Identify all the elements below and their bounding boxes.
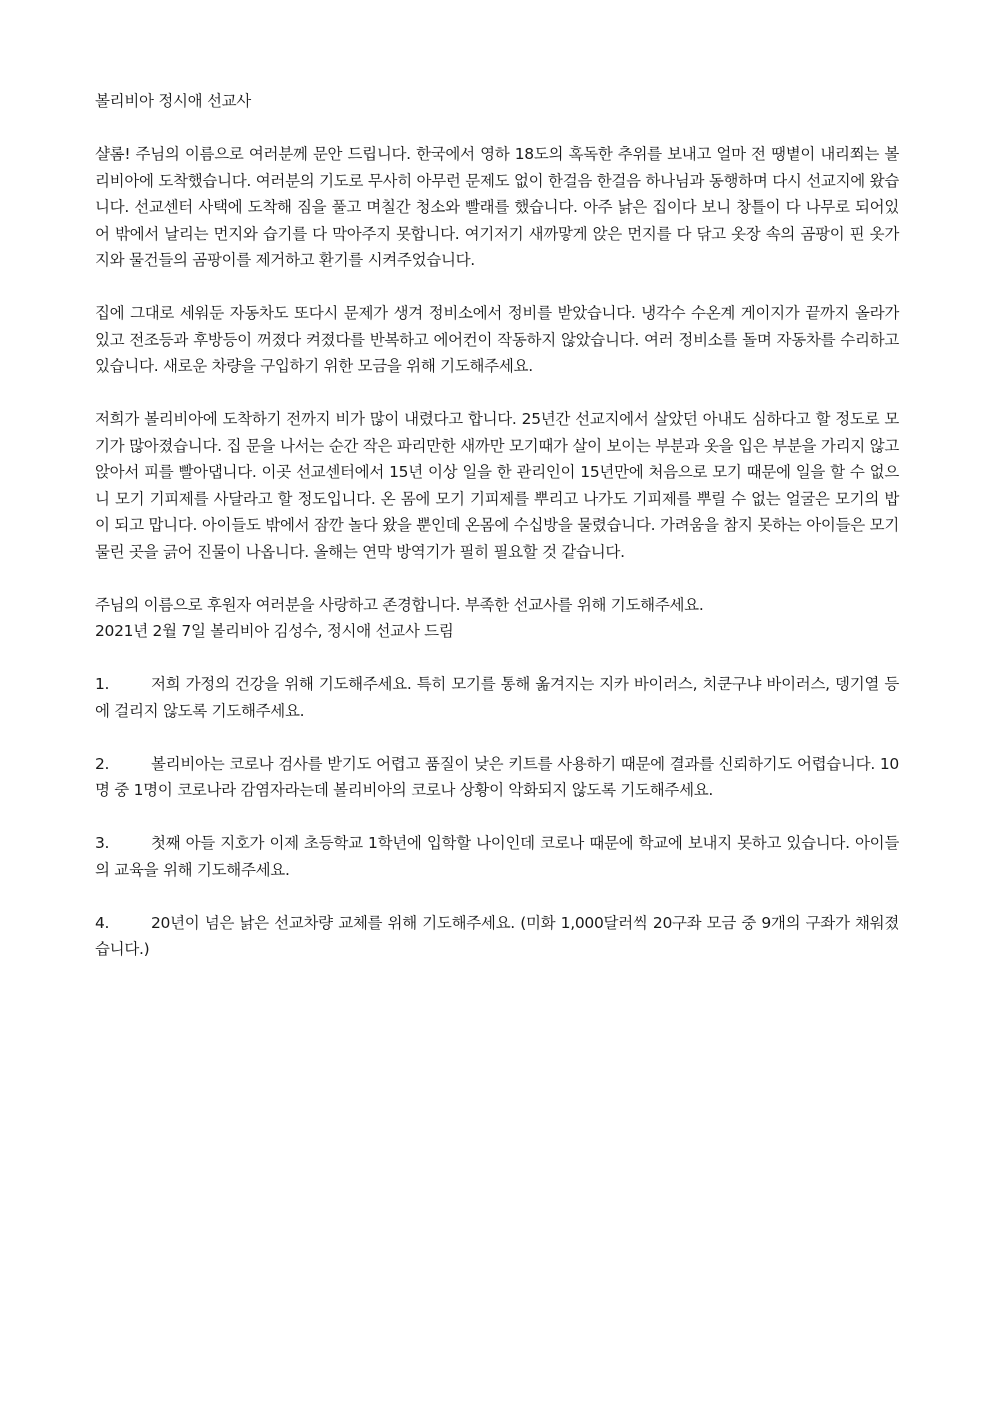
body-paragraph-3: 저희가 볼리비아에 도착하기 전까지 비가 많이 내렸다고 합니다. 25년간 선교지에서 살았던 아내도 심하다고 할 정도로 모기가 많아졌습니다. 집 문을 나서는 순간 작은 파리만한 새까만 모기때가 살이 보이는 부분과 옷을 입은 부분을 가리지 않고 앉아서 피를 빨아댑니다. 이곳 선교센터에서 15년 이상 일을 한 관리인이 15년만에 처음으로 모기 때문에 일을 할 수 없으니 모기 기피제를 사달라고 할 정도입니다. 온 몸에 모기 기피제를 뿌리고 나가도 기피제를 뿌릴 수 없는 얼굴은 모기의 밥이 되고 맙니다. 아이들도 밖에서 잠깐 놀다 왔을 뿐인데 온몸에 수십방을 물렸습니다. 가려움을 참지 못하는 아이들은 모기 물린 곳을 긁어 진물이 나옵니다. 올해는 연막 방역기가 필히 필요할 것 같습니다. bbox=[95, 410, 899, 561]
prayer-number: 3. bbox=[95, 834, 110, 852]
body-paragraph-1: 샬롬! 주님의 이름으로 여러분께 문안 드립니다. 한국에서 영하 18도의 혹독한 추위를 보내고 얼마 전 땡볕이 내리쬐는 볼리비아에 도착했습니다. 여러분의 기도로 무사히 아무런 문제도 없이 한걸음 한걸음 하나님과 동행하며 다시 선교지에 왔습니다. 선교센터 사택에 도착해 짐을 풀고 며칠간 청소와 빨래를 했습니다. 아주 낡은 집이다 보니 창틀이 다 나무로 되어있어 밖에서 날리는 먼지와 습기를 다 막아주지 못합니다. 여기저기 새까맣게 앉은 먼지를 다 닦고 옷장 속의 곰팡이 핀 옷가지와 물건들의 곰팡이를 제거하고 환기를 시켜주었습니다. bbox=[95, 145, 899, 269]
prayer-text: 20년이 넘은 낡은 선교차량 교체를 위해 기도해주세요. (미화 1,000달러씩 20구좌 모금 중 9개의 구좌가 채워졌습니다.) bbox=[95, 913, 899, 958]
closing-block bbox=[95, 592, 899, 645]
body-paragraph-2: 집에 그대로 세워둔 자동차도 또다시 문제가 생겨 정비소에서 정비를 받았습니다. 냉각수 수온계 게이지가 끝까지 올라가 있고 전조등과 후방등이 꺼졌다 켜졌다를 반복하고 에어컨이 작동하지 않았습니다. 여러 정비소를 돌며 자동차를 수리하고 있습니다. 새로운 차량을 구입하기 위한 모금을 위해 기도해주세요. bbox=[95, 304, 899, 375]
prayer-item-3 bbox=[95, 830, 899, 883]
prayer-number: 1. bbox=[95, 675, 110, 693]
prayer-text: 첫째 아들 지호가 이제 초등학교 1학년에 입학할 나이인데 코로나 때문에 학교에 보내지 못하고 있습니다. 아이들의 교육을 위해 기도해주세요. bbox=[95, 834, 899, 879]
prayer-item-1 bbox=[95, 671, 899, 724]
closing-signature: 2021년 2월 7일 볼리비아 김성수, 정시애 선교사 드림 bbox=[95, 622, 454, 640]
closing-greeting: 주님의 이름으로 후원자 여러분을 사랑하고 존경합니다. 부족한 선교사를 위해 기도해주세요. bbox=[95, 595, 704, 614]
letter-document bbox=[95, 88, 899, 989]
prayer-item-4 bbox=[95, 910, 899, 963]
prayer-number: 2. bbox=[95, 754, 110, 773]
prayer-text: 볼리비아는 코로나 검사를 받기도 어렵고 품질이 낮은 키트를 사용하기 때문에 결과를 신뢰하기도 어렵습니다. 10명 중 1명이 코로나라 감염자라는데 볼리비아의 코로나 상황이 악화되지 않도록 기도해주세요. bbox=[95, 754, 899, 799]
letter-title: 볼리비아 정시애 선교사 bbox=[95, 92, 251, 110]
prayer-item-2 bbox=[95, 751, 899, 804]
prayer-text: 저희 가정의 건강을 위해 기도해주세요. 특히 모기를 통해 옮겨지는 지카 바이러스, 치쿤구냐 바이러스, 뎅기열 등에 걸리지 않도록 기도해주세요. bbox=[95, 675, 899, 720]
prayer-number: 4. bbox=[95, 913, 110, 932]
